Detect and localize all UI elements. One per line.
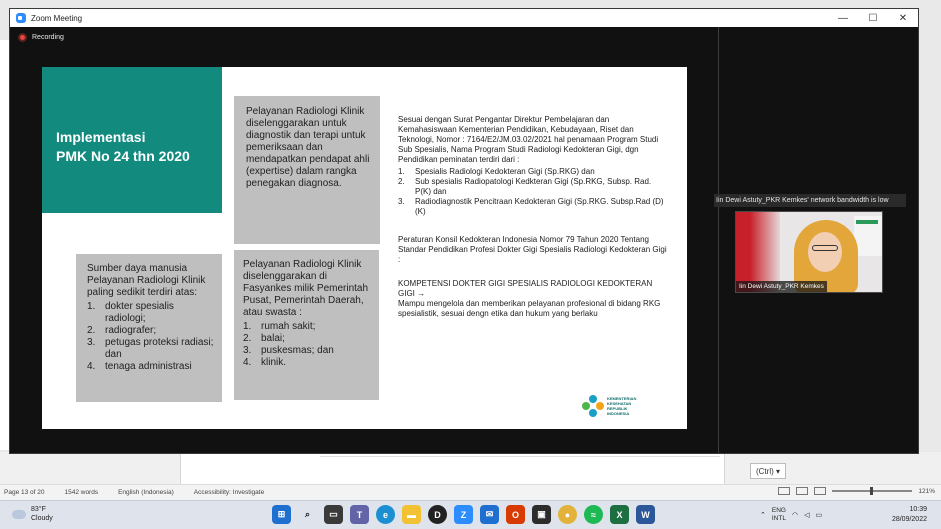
store-icon[interactable]: ▣	[532, 505, 551, 524]
edge-icon[interactable]: e	[376, 505, 395, 524]
program-list	[398, 167, 668, 217]
cloud-icon	[12, 510, 26, 519]
zoom-slider[interactable]	[832, 490, 912, 492]
participant-video-tile[interactable]	[735, 211, 883, 293]
file-explorer-icon[interactable]: ▭	[324, 505, 343, 524]
list-number: 3.	[243, 345, 252, 356]
office-icon[interactable]: O	[506, 505, 525, 524]
list-text: puskesmas; dan	[261, 345, 334, 356]
list-number: 3.	[87, 337, 96, 348]
slide-title	[56, 128, 216, 166]
web-layout-icon[interactable]	[814, 487, 826, 495]
list-number: 3.	[398, 197, 405, 206]
folder-icon[interactable]: ▬	[402, 505, 421, 524]
kemenkes-logo	[582, 395, 639, 417]
recording-indicator[interactable]	[18, 33, 64, 42]
zoom-icon[interactable]: Z	[454, 505, 473, 524]
minimize-button[interactable]: —	[838, 12, 848, 24]
language-indicator[interactable]: English (Indonesia)	[118, 489, 174, 496]
slide-title-line1: Implementasi	[56, 129, 146, 145]
list-number: 2.	[398, 177, 405, 186]
windows-icon[interactable]: ⊞	[272, 505, 291, 524]
competency-paragraph: Mampu mengelola dan memberikan pelayanan profesional di bidang RKG spesialistik, sesuai dengn etika dan hukum yang berlaku	[398, 299, 661, 318]
meeting-area	[10, 27, 918, 453]
temperature: 83°F	[31, 506, 46, 513]
print-layout-icon[interactable]	[796, 487, 808, 495]
shared-slide	[42, 67, 687, 429]
info-box-purpose	[234, 96, 380, 244]
kemenkes-logo-text: KEMENTERIAN KESEHATAN REPUBLIK INDONESIA	[607, 396, 637, 416]
list-number: 4.	[243, 357, 252, 368]
list-number: 1.	[398, 167, 405, 176]
list-text: petugas proteksi radiasi; dan	[105, 337, 214, 360]
weather-widget[interactable]	[12, 505, 53, 523]
info-box-staff-intro: Sumber daya manusia Pelayanan Radiologi Klinik paling sedikit terdiri atas:	[87, 263, 206, 298]
list-text: balai;	[261, 333, 285, 344]
list-text: rumah sakit;	[261, 321, 316, 332]
excel-icon[interactable]: X	[610, 505, 629, 524]
konsil-paragraph: Peraturan Konsil Kedokteran Indonesia Nomor 79 Tahun 2020 Tentang Standar Pendidikan Profesi Dokter Gigi Spesialis Radiologi Kedokteran Gigi :	[398, 235, 667, 264]
word-status-bar	[0, 484, 941, 500]
list-item	[87, 337, 216, 361]
title-panel	[42, 67, 222, 213]
list-number: 4.	[87, 361, 96, 372]
search-icon[interactable]: ⌕	[304, 509, 311, 519]
info-box-purpose-text: Pelayanan Radiologi Klinik diselenggarakan untuk diagnostik dan terapi untuk pemeriksaan dan mendapatkan pendapat ahli (expertise) dalam rangka penegakan diagnosa.	[246, 106, 370, 189]
mail-icon[interactable]: ✉	[480, 505, 499, 524]
list-text: klinik.	[261, 357, 287, 368]
regulation-paragraph: Sesuai dengan Surat Pengantar Direktur Pembelajaran dan Kemahasiswaan Kementerian Pendidikan, Kebudayaan, Riset dan Teknologi, Nomor : 7164/E2/JM.03.02/2021 hal penamaan Program Studi Sub Spesialis, Nama Program Studi Radiologi Kedokteran Gigi, dgn Pendidikan peminatan terdiri dari :	[398, 115, 659, 164]
read-mode-icon[interactable]	[778, 487, 790, 495]
list-item	[243, 333, 373, 345]
list-number: 2.	[87, 325, 96, 336]
taskbar-apps	[272, 505, 655, 524]
list-number: 1.	[243, 321, 252, 332]
list-item	[87, 325, 216, 337]
clock-date: 28/09/2022	[891, 516, 927, 523]
list-item	[243, 345, 373, 357]
participant-glasses	[812, 245, 838, 251]
list-text: radiografer;	[105, 325, 157, 336]
record-icon	[18, 33, 27, 42]
weather-condition: Cloudy	[31, 515, 53, 522]
list-text: Sub spesialis Radiopatologi Kedkteran Gigi (Sp.RKG, Subsp. Rad. P(K) dan	[415, 177, 652, 196]
lang-line2: INTL	[771, 515, 786, 522]
network-warning: Iin Dewi Astuty_PKR Kemkes' network bandwidth is low	[714, 194, 906, 207]
info-box-staff	[76, 254, 222, 402]
list-item	[398, 167, 668, 177]
accessibility-status[interactable]: Accessibility: Investigate	[193, 489, 265, 496]
system-tray	[760, 507, 822, 523]
facilities-list	[243, 321, 373, 369]
spacer	[398, 265, 668, 279]
list-number: 2.	[243, 333, 252, 344]
clock-time: 10:39	[909, 506, 927, 513]
participant-face	[808, 232, 842, 272]
kemenkes-logo-icon	[582, 395, 604, 417]
maximize-button[interactable]: ☐	[868, 12, 878, 24]
list-text: Spesialis Radiologi Kedokteran Gigi (Sp.RKG) dan	[415, 167, 595, 176]
weather-text	[31, 505, 53, 523]
list-item	[87, 301, 216, 325]
list-text: dokter spesialis radiologi;	[105, 301, 174, 324]
staff-list	[87, 301, 216, 373]
list-item	[243, 321, 373, 333]
participant-name-label: Iin Dewi Astuty_PKR Kemkes	[736, 281, 827, 292]
spotify-icon[interactable]: ≈	[584, 505, 603, 524]
list-text: Radiodiagnostik Pencitraan Kedokteran Gigi (Sp.RKG. Subsp.Rad (D) (K)	[415, 197, 664, 216]
regulation-text-block	[398, 115, 668, 319]
list-item	[398, 177, 668, 197]
dell-icon[interactable]: D	[428, 505, 447, 524]
list-number: 1.	[87, 301, 96, 312]
competency-heading: KOMPETENSI DOKTER GIGI SPESIALIS RADIOLOGI KEDOKTERAN GIGI →	[398, 279, 653, 298]
video-poster	[854, 216, 882, 256]
info-box-facilities	[234, 250, 379, 400]
input-language[interactable]	[772, 507, 786, 523]
battery-icon[interactable]: ▭	[815, 512, 823, 519]
spacer	[398, 217, 668, 235]
zoom-app-icon	[16, 13, 26, 23]
window-controls	[828, 9, 918, 27]
volume-icon[interactable]: ◁	[804, 512, 810, 519]
page-info[interactable]: Page 13 of 20	[4, 489, 45, 496]
view-controls	[778, 487, 935, 495]
windows-taskbar	[0, 500, 941, 529]
lang-line1: ENG	[771, 507, 786, 514]
window-title: Zoom Meeting	[31, 13, 83, 23]
slide-title-line2: PMK No 24 thn 2020	[56, 148, 190, 164]
info-box-facilities-intro: Pelayanan Radiologi Klinik diselenggarakan di Fasyankes milik Pemerintah Pusat, Pemerintah Daerah, atau swasta :	[243, 259, 369, 318]
word-icon[interactable]: W	[636, 505, 655, 524]
teams-icon[interactable]: T	[350, 505, 369, 524]
paste-options-button[interactable]: (Ctrl) ▾	[750, 463, 786, 479]
list-item	[398, 197, 668, 217]
zoom-level[interactable]: 121%	[918, 487, 935, 495]
close-button[interactable]: ✕	[898, 12, 908, 24]
zoom-titlebar	[10, 9, 918, 27]
list-text: tenaga administrasi	[105, 361, 192, 372]
split-divider[interactable]	[718, 27, 719, 453]
chevron-up-icon[interactable]: ⌃	[760, 512, 766, 519]
recording-label: Recording	[32, 34, 64, 41]
wifi-icon[interactable]: ◠	[791, 512, 799, 519]
zoom-window	[9, 8, 919, 454]
chrome-icon[interactable]: ●	[558, 505, 577, 524]
system-clock[interactable]	[892, 505, 927, 525]
word-text-line	[320, 456, 720, 457]
list-item	[87, 361, 216, 373]
word-count[interactable]: 1542 words	[64, 489, 99, 496]
list-item	[243, 357, 373, 369]
